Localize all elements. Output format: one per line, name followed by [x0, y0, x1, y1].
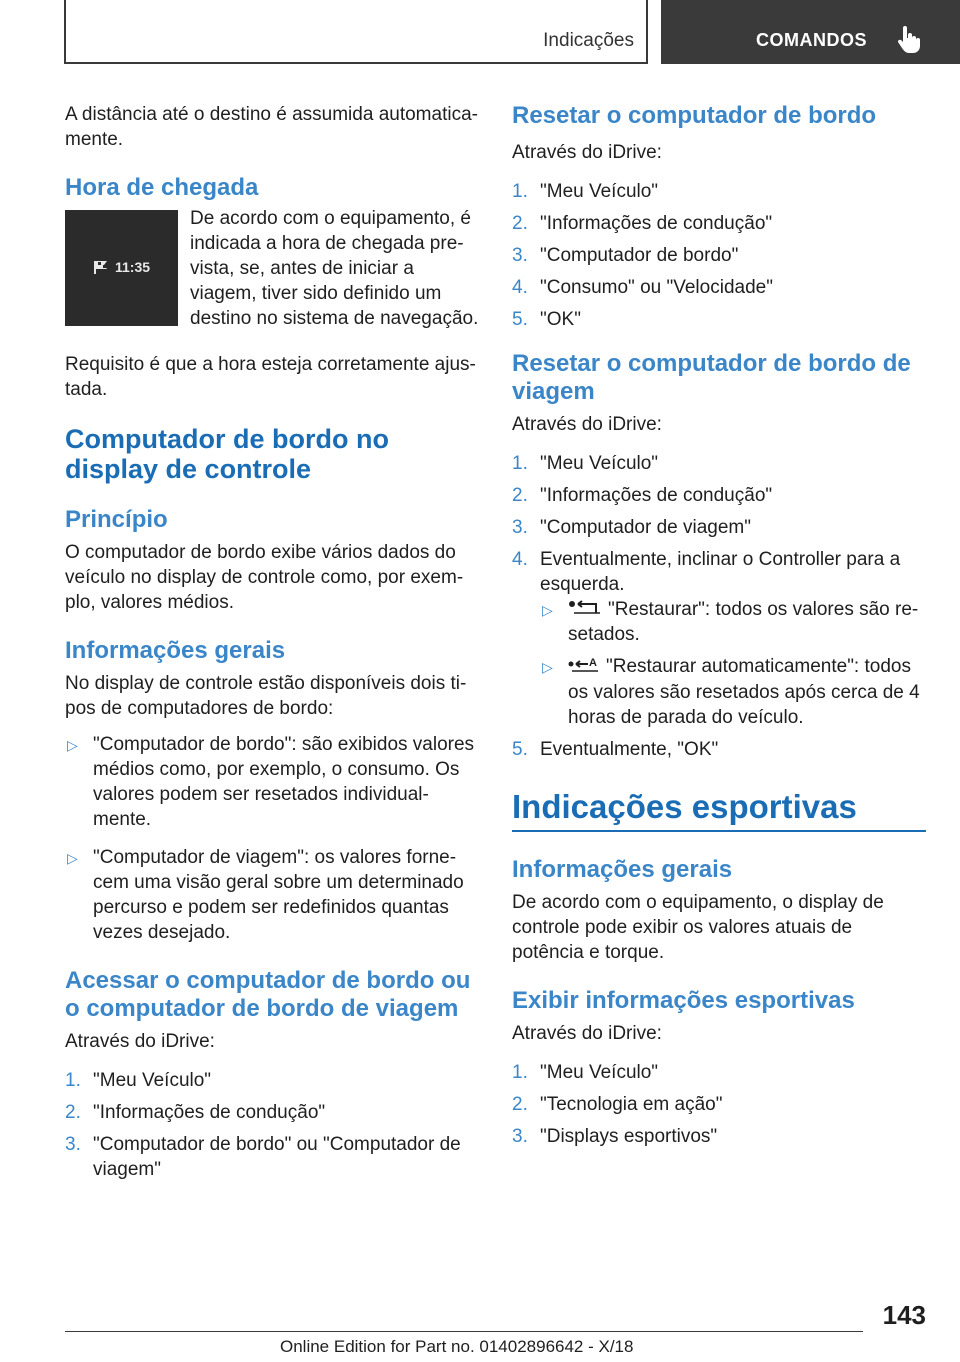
- bullet-triangle-icon: ▷: [67, 850, 78, 866]
- list-item: ▷ "Restaurar": todos os valores são re-setados.: [542, 599, 919, 646]
- list-item: 2. "Informações de condução": [512, 213, 773, 234]
- reset-trip-steps-list: [512, 451, 926, 762]
- list-item: 3. "Computador de bordo" ou "Computador de viagem": [65, 1134, 461, 1180]
- list-item: 2. "Informações de condução": [65, 1102, 326, 1123]
- left-column: [65, 102, 479, 1189]
- list-item: 2. "Tecnologia em ação": [512, 1093, 723, 1115]
- arrival-requirement: Requisito é que a hora esteja corretamente ajus-tada.: [65, 354, 476, 400]
- arrival-text: De acordo com o equipamento, é indicada a hora de chegada pre-vista, se, antes de iniciar a viagem, tiver sido definido um destino no sistema de navegação.: [190, 208, 479, 329]
- footer-divider: [65, 1331, 863, 1332]
- page-number: 143: [882, 1300, 926, 1330]
- reset-trip-heading: Resetar o computador de bordo de viagem: [512, 350, 911, 405]
- reset-options-list: [540, 597, 926, 730]
- principle-text: O computador de bordo exibe vários dados do veículo no display de controle como, por exem-plo, valores médios.: [65, 542, 464, 613]
- arrival-heading: Hora de chegada: [65, 174, 259, 201]
- computer-types-list: [65, 732, 479, 945]
- bullet-triangle-icon: ▷: [67, 737, 78, 753]
- arrival-block: [65, 206, 479, 332]
- list-item: 5. Eventualmente, "OK": [512, 738, 719, 760]
- list-item: ▷ "Computador de bordo": são exibidos valores médios como, por exemplo, o consumo. Os valores podem ser resetados individual-mente.: [67, 734, 475, 830]
- sport-general-heading: Informações gerais: [512, 855, 733, 883]
- bullet-triangle-icon: ▷: [542, 659, 553, 676]
- reset-heading: Resetar o computador de bordo: [512, 102, 877, 129]
- list-item: 1. "Meu Veículo": [512, 181, 659, 202]
- bullet-triangle-icon: ▷: [542, 602, 553, 618]
- list-item: 1. "Meu Veículo": [512, 453, 659, 474]
- reset-via: Através do iDrive:: [512, 142, 662, 163]
- general-info-heading: Informações gerais: [65, 637, 286, 664]
- sport-general-text: De acordo com o equipamento, o display de controle pode exibir os valores atuais de potência e torque.: [512, 891, 884, 963]
- destination-flag-icon: [92, 258, 110, 281]
- access-heading: Acessar o computador de bordo ou o computador de bordo de viagem: [65, 967, 471, 1022]
- reset-trip-via: Através do iDrive:: [512, 414, 662, 435]
- list-item: 1. "Meu Veículo": [65, 1070, 212, 1091]
- onboard-heading: Computador de bordo no display de controle: [65, 424, 389, 484]
- arrival-clock-value: 11:35: [115, 259, 151, 275]
- reset-icon: [568, 597, 602, 622]
- footer-edition: Online Edition for Part no. 01402896642 - X/18: [280, 1337, 634, 1356]
- list-item: 4. "Consumo" ou "Velocidade": [512, 277, 773, 298]
- right-column: [512, 102, 926, 1156]
- list-item: ▷ A "Restaurar automaticamente": todos os valores são resetados após cerca de 4 horas de parada do veículo.: [542, 656, 920, 728]
- sport-show-heading: Exibir informações esportivas: [512, 986, 855, 1014]
- sport-via: Através do iDrive:: [512, 1022, 662, 1044]
- arrival-time-image: [65, 210, 178, 326]
- header-chapter-label: COMANDOS: [756, 30, 867, 50]
- reset-steps-list: [512, 179, 926, 332]
- sport-steps-list: [512, 1060, 926, 1149]
- svg-text:A: A: [589, 656, 597, 669]
- general-info-text: No display de controle estão disponíveis dois ti-pos de computadores de bordo:: [65, 673, 467, 719]
- list-item: ▷ "Computador de viagem": os valores forne-cem uma visão geral sobre um determinado percurso e podem ser redefinidos quantas vezes desejado.: [67, 847, 464, 943]
- header-chapter-tab: [661, 0, 960, 64]
- sport-heading: Indicações esportivas: [512, 788, 926, 832]
- list-item: 3. "Computador de bordo": [512, 245, 739, 266]
- list-item: 1. "Meu Veículo": [512, 1061, 659, 1083]
- header-section-box: [64, 0, 648, 64]
- principle-heading: Princípio: [65, 506, 168, 533]
- list-item: 3. "Displays esportivos": [512, 1125, 718, 1147]
- list-item: 2. "Informações de condução": [512, 485, 773, 506]
- list-item: 3. "Computador de viagem": [512, 517, 751, 538]
- auto-reset-icon: [568, 655, 600, 680]
- access-via: Através do iDrive:: [65, 1031, 215, 1052]
- list-item: 5. "OK": [512, 309, 581, 330]
- header-section-label: Indicações: [543, 30, 634, 51]
- intro-paragraph: A distância até o destino é assumida automatica-mente.: [65, 104, 478, 150]
- list-item: 4. Eventualmente, inclinar o Controller para a esquerda. ▷ "Restaurar": todos os valores são re-setados. ▷ A "Restaurar automaticamente": todos os valores são resetados após cerca de 4 horas de parada do veículo.: [512, 547, 926, 730]
- hand-pointer-icon: [897, 26, 923, 59]
- access-steps-list: [65, 1068, 479, 1182]
